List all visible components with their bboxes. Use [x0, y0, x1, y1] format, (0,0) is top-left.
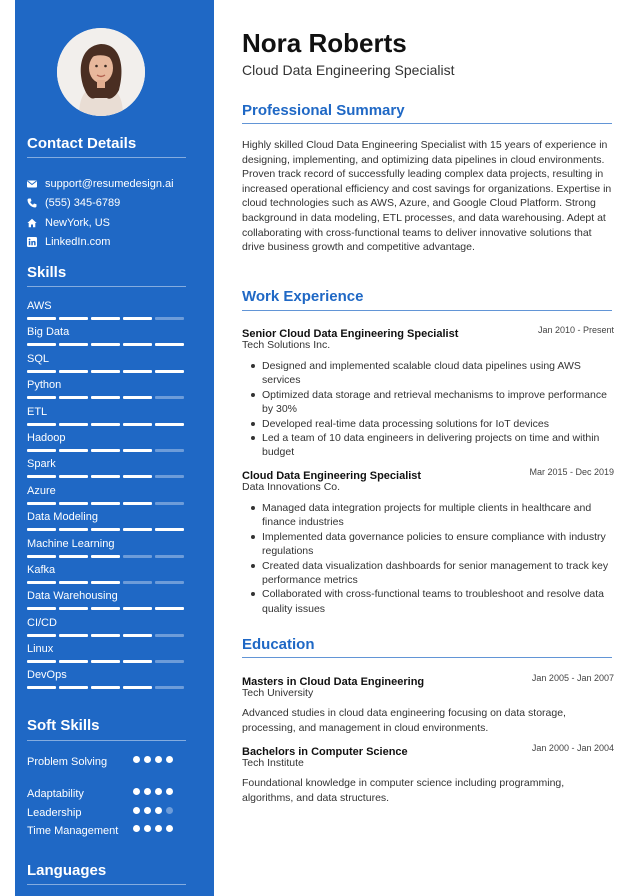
languages-heading: Languages	[27, 862, 107, 879]
soft-skills-divider	[27, 740, 186, 741]
skill-level-segment	[123, 607, 152, 610]
skill-item	[27, 538, 187, 564]
skill-level-segment	[155, 607, 184, 610]
contact-phone-text: (555) 345-6789	[45, 197, 121, 210]
job-company: Data Innovations Co.	[242, 481, 341, 493]
degree-title: Bachelors in Computer Science	[242, 746, 408, 758]
rating-dot	[166, 756, 173, 763]
job-bullet: Designed and implemented scalable cloud data pipelines using AWS services	[242, 359, 614, 388]
skill-item	[27, 617, 187, 643]
skill-level-segment	[91, 396, 120, 399]
rating-dot	[166, 825, 173, 832]
skill-item	[27, 326, 187, 352]
skill-name: DevOps	[27, 669, 67, 682]
languages-divider	[27, 884, 186, 885]
skill-level-segment	[59, 502, 88, 505]
skill-name: Big Data	[27, 326, 70, 339]
soft-skill-item	[27, 805, 192, 824]
skill-level-segment	[59, 396, 88, 399]
degree-description: Foundational knowledge in computer science including programming, algorithms, and data structures.	[242, 777, 565, 804]
skill-name: Data Warehousing	[27, 590, 118, 603]
skill-level-segment	[59, 634, 88, 637]
experience-divider	[242, 310, 612, 311]
skill-level-segment	[155, 449, 184, 452]
skill-level-bar	[27, 317, 184, 320]
skill-level-bar	[27, 686, 184, 689]
skill-level-bar	[27, 370, 184, 373]
skill-level-segment	[27, 686, 56, 689]
rating-dot	[166, 788, 173, 795]
degree-title: Masters in Cloud Data Engineering	[242, 676, 425, 688]
skill-level-segment	[123, 317, 152, 320]
soft-skill-rating	[133, 788, 173, 795]
job-title: Cloud Data Engineering Specialist	[242, 470, 422, 482]
skill-level-segment	[123, 634, 152, 637]
rating-dot	[144, 825, 151, 832]
contact-heading: Contact Details	[27, 135, 137, 152]
skill-level-bar	[27, 528, 184, 531]
soft-skill-rating	[133, 825, 173, 832]
skill-name: Hadoop	[27, 431, 66, 444]
rating-dot	[133, 756, 140, 763]
job-company: Tech Solutions Inc.	[242, 339, 331, 351]
contact-location	[27, 213, 197, 233]
skill-name: AWS	[27, 300, 52, 312]
skill-level-segment	[91, 607, 120, 610]
skill-item	[27, 353, 187, 379]
education-heading: Education	[242, 636, 315, 653]
rating-dot	[144, 788, 151, 795]
education-divider	[242, 657, 612, 658]
rating-dot	[155, 825, 162, 832]
rating-dot	[144, 807, 151, 814]
skill-item	[27, 458, 187, 484]
rating-dot	[155, 756, 162, 763]
job-bullet: Led a team of 10 data engineers in delivering projects on time and within budget	[242, 431, 614, 460]
contact-email[interactable]	[27, 174, 197, 194]
skill-item	[27, 379, 187, 405]
skill-level-segment	[155, 423, 184, 426]
summary-text: Highly skilled Cloud Data Engineering Specialist with 15 years of experience in designing, implementing, and optimizing data pipelines in cloud environments. Proven track record of successfully leading complex data projects, resulting in increased operational efficiency and cost savings for organizations. Expertise in cloud technologies such as AWS, Azure, and Google Cloud Platform. Strong background in data modeling, ETL processes, and data warehousing. Adept at collaborating with cross-functional teams to deliver innovative solutions that drive business growth and competitive advantage.	[242, 139, 612, 254]
skill-level-segment	[27, 660, 56, 663]
skill-level-segment	[155, 502, 184, 505]
skill-list	[27, 300, 187, 696]
soft-skill-rating	[133, 807, 173, 814]
skill-level-segment	[91, 370, 120, 373]
skill-level-segment	[155, 475, 184, 478]
soft-skill-rating	[133, 756, 173, 763]
skill-level-segment	[123, 555, 152, 558]
skill-level-segment	[91, 343, 120, 346]
skill-item	[27, 485, 187, 511]
job-bullet: Optimized data storage and retrieval mechanisms to improve performance by 30%	[242, 388, 614, 417]
skill-level-segment	[91, 423, 120, 426]
skill-level-segment	[91, 634, 120, 637]
skill-level-segment	[155, 686, 184, 689]
skill-level-segment	[27, 502, 56, 505]
skill-level-segment	[155, 343, 184, 346]
phone-icon	[27, 197, 43, 209]
skill-item	[27, 590, 187, 616]
job-title: Senior Cloud Data Engineering Specialist	[242, 328, 459, 340]
skill-level-segment	[91, 660, 120, 663]
skill-level-segment	[59, 343, 88, 346]
skills-heading: Skills	[27, 264, 67, 281]
education-entry	[242, 672, 614, 735]
skill-level-segment	[91, 528, 120, 531]
skill-level-segment	[27, 528, 56, 531]
contact-divider	[27, 157, 186, 158]
skill-level-segment	[155, 634, 184, 637]
skill-level-segment	[27, 555, 56, 558]
skill-level-segment	[123, 343, 152, 346]
skill-level-bar	[27, 396, 184, 399]
skill-name: CI/CD	[27, 616, 57, 629]
rating-dot	[133, 807, 140, 814]
profile-photo	[57, 28, 145, 116]
contact-phone[interactable]	[27, 194, 197, 214]
skill-level-segment	[27, 449, 56, 452]
skill-level-bar	[27, 449, 184, 452]
skill-level-segment	[91, 502, 120, 505]
skill-item	[27, 643, 187, 669]
avatar	[57, 28, 145, 116]
sidebar	[15, 0, 214, 896]
skill-level-segment	[27, 343, 56, 346]
skill-item	[27, 300, 187, 326]
rating-dot	[133, 825, 140, 832]
education-entry	[242, 742, 614, 805]
skill-level-bar	[27, 607, 184, 610]
skill-level-segment	[27, 607, 56, 610]
skill-level-segment	[123, 370, 152, 373]
rating-dot	[133, 788, 140, 795]
soft-skill-name: Adaptability	[27, 788, 84, 800]
skill-level-segment	[27, 581, 56, 584]
skill-item	[27, 511, 187, 537]
soft-skill-list	[27, 754, 192, 855]
rating-dot	[166, 807, 173, 814]
skill-level-segment	[123, 475, 152, 478]
skill-level-segment	[91, 449, 120, 452]
rating-dot	[144, 756, 151, 763]
skill-level-bar	[27, 555, 184, 558]
skill-level-segment	[123, 502, 152, 505]
skill-name: SQL	[27, 352, 50, 365]
skill-level-bar	[27, 581, 184, 584]
skill-level-segment	[91, 475, 120, 478]
skill-name: Python	[27, 379, 62, 392]
skill-level-segment	[91, 317, 120, 320]
job-bullet: Managed data integration projects for multiple clients in healthcare and finance industries	[242, 501, 614, 530]
skill-level-bar	[27, 660, 184, 663]
skill-level-segment	[27, 475, 56, 478]
skill-name: Linux	[27, 643, 54, 656]
job-bullets	[242, 501, 614, 616]
skill-name: Spark	[27, 458, 56, 471]
skill-item	[27, 564, 187, 590]
experience-heading: Work Experience	[242, 288, 364, 305]
degree-dates: Jan 2005 - Jan 2007	[531, 673, 614, 683]
skill-level-segment	[27, 423, 56, 426]
skill-level-segment	[123, 449, 152, 452]
skill-level-segment	[59, 449, 88, 452]
skill-level-segment	[59, 607, 88, 610]
skill-level-segment	[91, 581, 120, 584]
skill-name: ETL	[27, 405, 48, 418]
job-dates: Mar 2015 - Dec 2019	[529, 467, 614, 477]
soft-skill-name: Time Management	[27, 825, 119, 837]
skill-level-segment	[123, 660, 152, 663]
skill-level-segment	[27, 370, 56, 373]
skill-level-segment	[155, 660, 184, 663]
skill-level-segment	[155, 528, 184, 531]
rating-dot	[155, 788, 162, 795]
candidate-title: Cloud Data Engineering Specialist	[242, 62, 455, 78]
school-name: Tech Institute	[242, 757, 304, 769]
linkedin-icon	[27, 236, 43, 248]
skill-level-segment	[59, 660, 88, 663]
skill-level-segment	[59, 475, 88, 478]
candidate-name: Nora Roberts	[242, 28, 407, 58]
skill-name: Kafka	[27, 563, 56, 576]
skill-level-bar	[27, 502, 184, 505]
skill-item	[27, 406, 187, 432]
skill-level-bar	[27, 634, 184, 637]
soft-skill-name: Leadership	[27, 806, 82, 819]
job-bullet: Developed real-time data processing solutions for IoT devices	[242, 417, 614, 431]
job-bullet: Implemented data governance policies to ensure compliance with industry regulations	[242, 530, 614, 559]
skill-level-segment	[59, 581, 88, 584]
skill-level-segment	[155, 581, 184, 584]
contact-list	[27, 174, 197, 252]
skill-item	[27, 669, 187, 695]
skill-level-segment	[59, 423, 88, 426]
soft-skill-item	[27, 754, 192, 786]
job-bullets	[242, 359, 614, 460]
job-entry	[242, 466, 614, 616]
skill-level-bar	[27, 423, 184, 426]
rating-dot	[155, 807, 162, 814]
skill-name: Machine Learning	[27, 537, 115, 550]
soft-skill-item	[27, 786, 192, 805]
contact-linkedin-text: LinkedIn.com	[45, 236, 111, 249]
degree-description: Advanced studies in cloud data engineering focusing on data storage, processing, and management in cloud environments.	[242, 707, 566, 734]
summary-heading: Professional Summary	[242, 102, 405, 119]
skill-level-segment	[155, 370, 184, 373]
degree-dates: Jan 2000 - Jan 2004	[531, 743, 614, 753]
contact-email-text: support@resumedesign.ai	[45, 177, 174, 190]
summary-divider	[242, 123, 612, 124]
skill-level-segment	[91, 555, 120, 558]
soft-skill-name: Problem Solving	[27, 756, 108, 768]
skill-level-bar	[27, 343, 184, 346]
contact-location-text: NewYork, US	[45, 216, 111, 229]
skill-level-segment	[155, 317, 184, 320]
skill-level-segment	[155, 555, 184, 558]
skill-level-bar	[27, 475, 184, 478]
skill-level-segment	[27, 396, 56, 399]
skill-level-segment	[59, 317, 88, 320]
skill-name: Data Modeling	[27, 511, 98, 524]
skill-name: Azure	[27, 484, 56, 497]
skill-level-segment	[27, 317, 56, 320]
envelope-icon	[27, 178, 43, 190]
job-bullet: Created data visualization dashboards for senior management to track key performance metrics	[242, 559, 614, 588]
skill-level-segment	[123, 528, 152, 531]
skill-level-segment	[27, 634, 56, 637]
job-dates: Jan 2010 - Present	[537, 325, 614, 335]
skill-level-segment	[59, 528, 88, 531]
home-icon	[27, 217, 43, 229]
soft-skill-item	[27, 823, 192, 855]
job-bullet: Collaborated with cross-functional teams to troubleshoot and resolve data quality issues	[242, 587, 614, 616]
contact-linkedin[interactable]	[27, 233, 197, 253]
job-entry	[242, 324, 614, 460]
skills-divider	[27, 286, 186, 287]
skill-level-segment	[123, 686, 152, 689]
skill-level-segment	[91, 686, 120, 689]
skill-level-segment	[59, 555, 88, 558]
school-name: Tech University	[242, 687, 314, 699]
skill-level-segment	[123, 423, 152, 426]
soft-skills-heading: Soft Skills	[27, 717, 100, 734]
skill-level-segment	[155, 396, 184, 399]
skill-level-segment	[123, 581, 152, 584]
skill-item	[27, 432, 187, 458]
skill-level-segment	[59, 370, 88, 373]
skill-level-segment	[123, 396, 152, 399]
skill-level-segment	[59, 686, 88, 689]
